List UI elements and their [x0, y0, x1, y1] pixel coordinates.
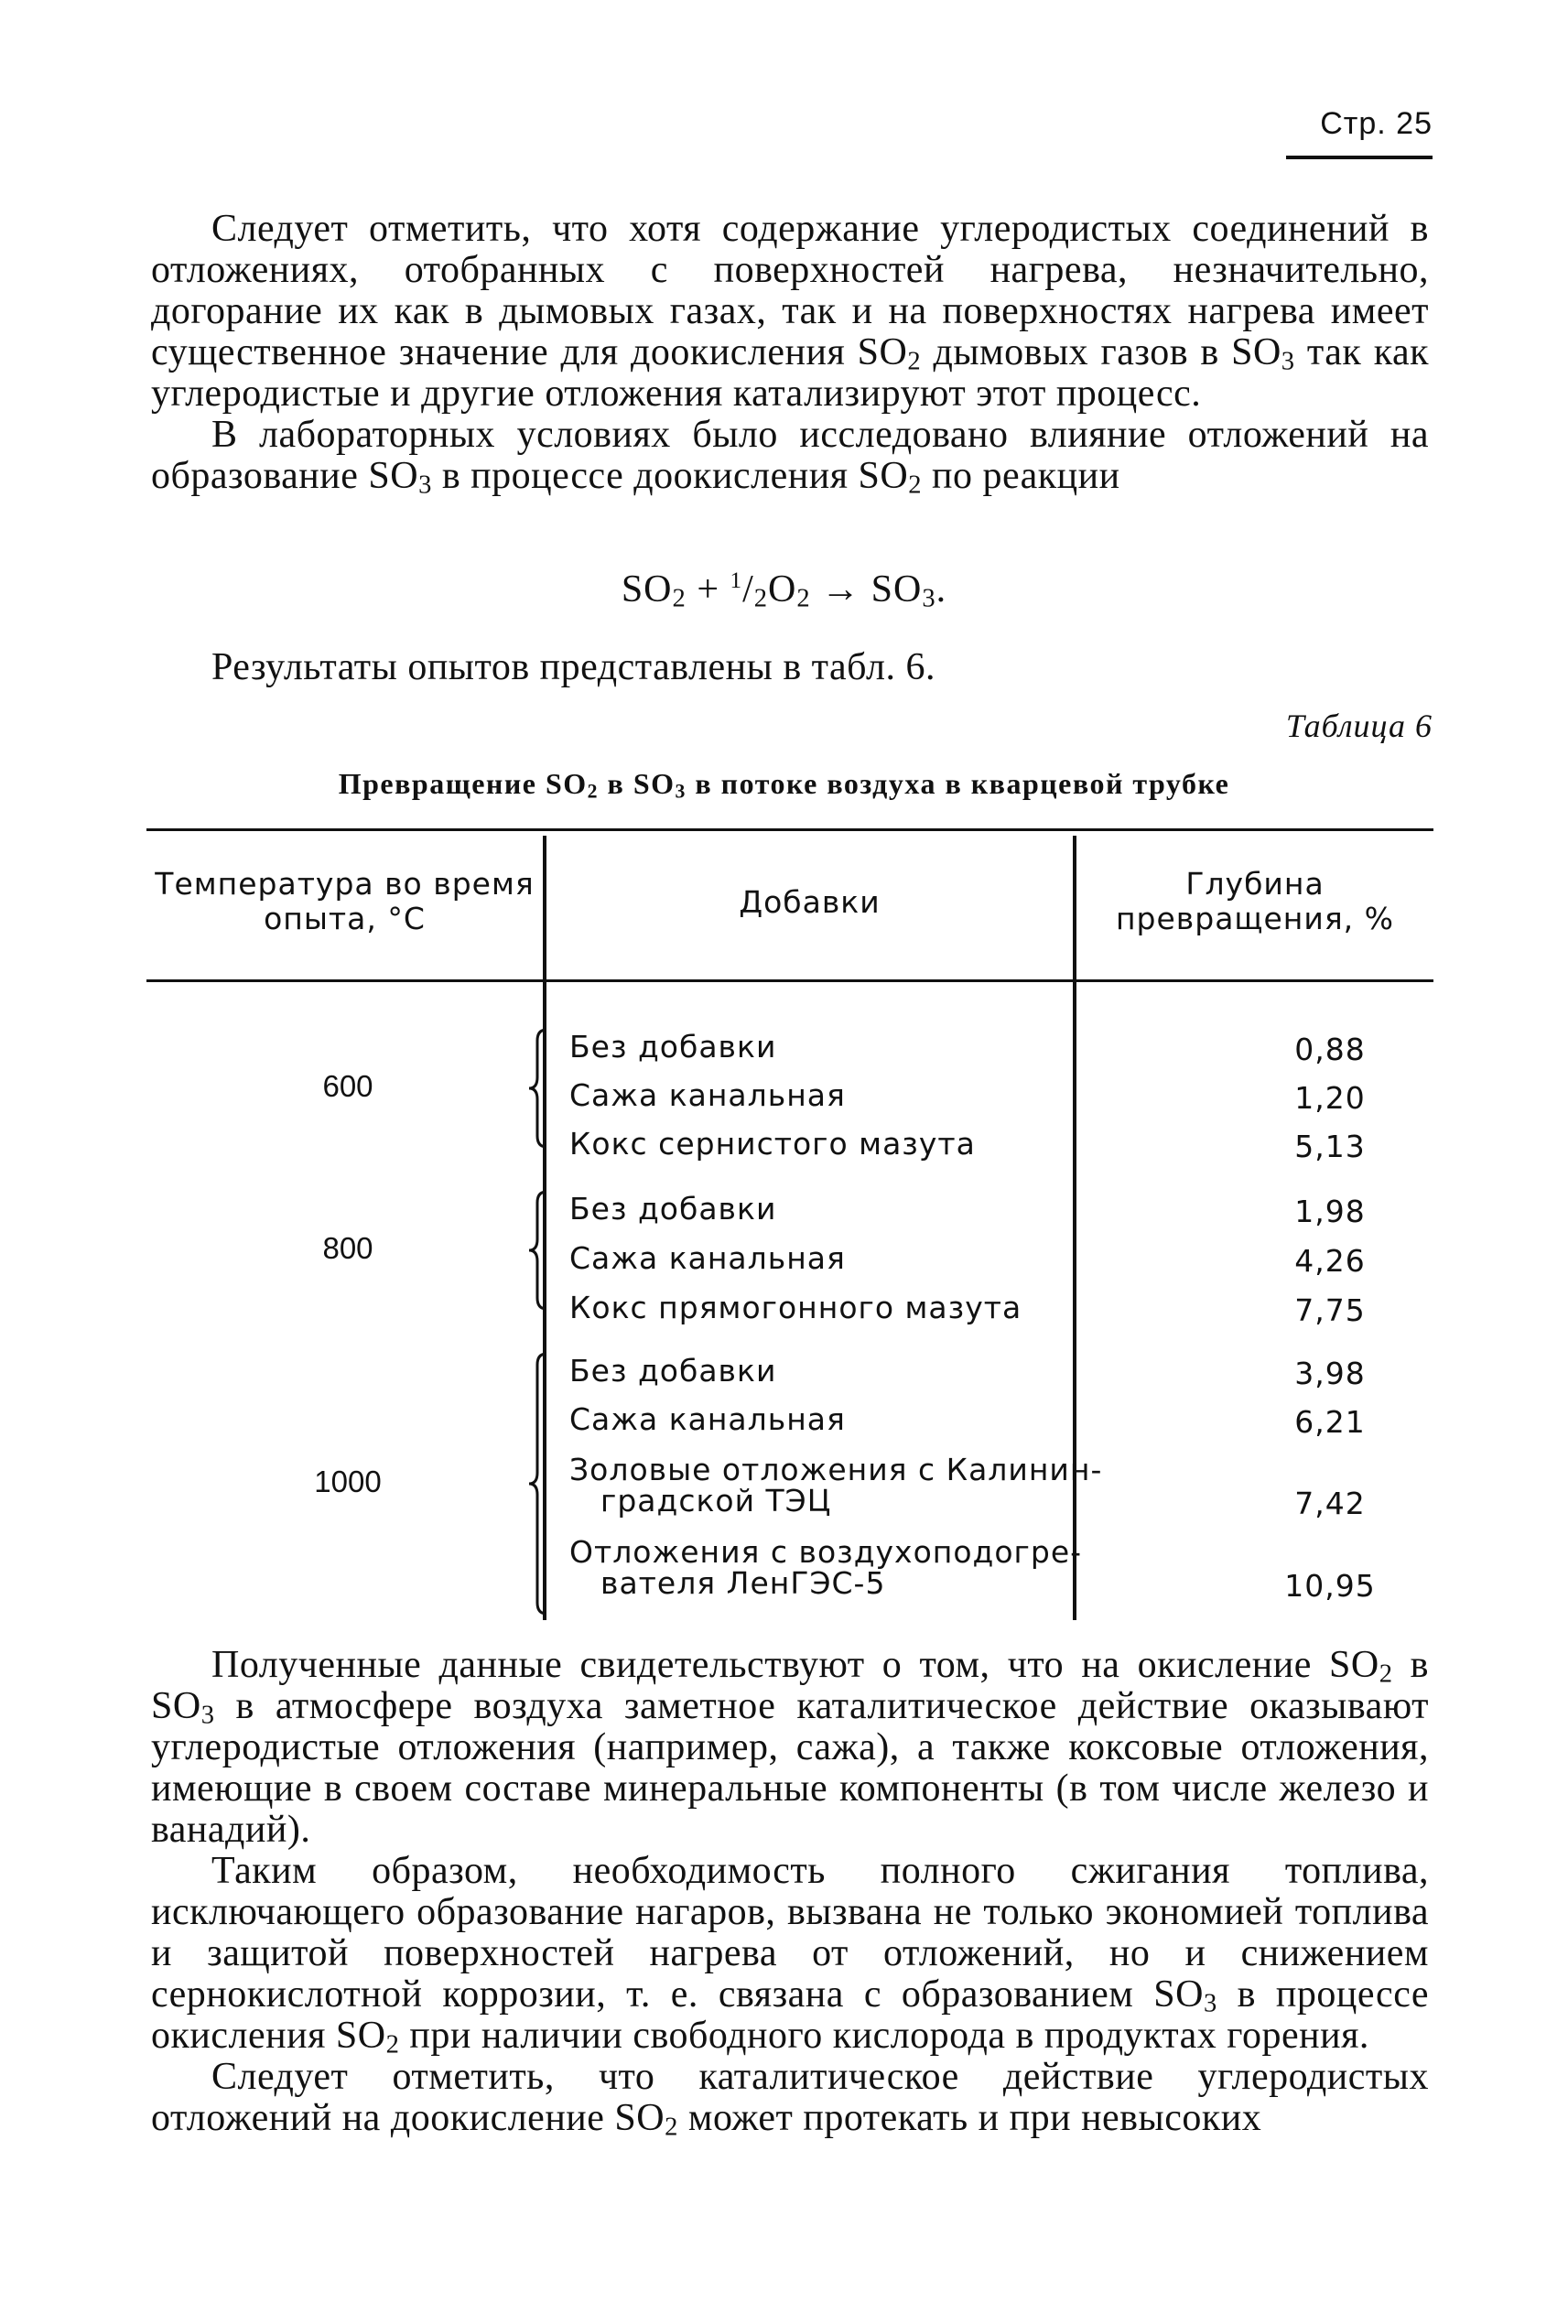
page-number-rule: [1286, 156, 1433, 159]
temperature-600: 600: [322, 1069, 373, 1103]
intro-paragraph-1: Следует отметить, что хотя содержание углеродистых соединений в отложениях, отобранных с поверхностей нагрева, незначительно, догорание их как в дымовых газах, так и на поверхностях нагрева имеет существенное значение для доокисления $SO_2$ дымовых газов в $SO_3$ так как углеродистые и другие отложения катализируют этот процесс.: [151, 208, 1430, 415]
group-brace: [526, 1190, 550, 1311]
conclusion-text: [151, 1644, 1429, 2142]
conclusion-paragraph-3: Следует отметить, что каталитическое действие углеродистых отложений на доокисление $SO_2$ может протекать и при невысоких: [151, 2056, 1429, 2142]
intro-paragraph-2: В лабораторных условиях было исследовано влияние отложений на образование $SO_3$ в процессе доокисления $SO_2$ по реакции: [151, 414, 1429, 500]
table-header-rule: [146, 979, 1433, 982]
additive-row: Сажа канальная: [569, 1240, 846, 1276]
additive-row: [569, 1534, 1210, 1601]
results-line: Результаты опытов представлены в табл. 6.: [211, 646, 935, 688]
additive-line: градской ТЭЦ: [600, 1483, 832, 1519]
additive-row: Кокс сернистого мазута: [569, 1126, 976, 1162]
page-number: Стр. 25: [1320, 106, 1433, 141]
depth-value: 1,20: [1294, 1080, 1366, 1116]
table-top-rule: [146, 828, 1433, 831]
header-depth: Глубина превращения, %: [1115, 866, 1395, 936]
depth-value: 6,21: [1294, 1404, 1366, 1440]
header-temperature: Температура во время опыта, °С: [155, 866, 535, 936]
additive-row: [569, 1454, 1210, 1517]
additive-line: Золовые отложения с Калинин-: [569, 1452, 1103, 1487]
additive-line: Отложения с воздухоподогре-: [569, 1534, 1083, 1570]
conclusion-paragraph-2: Таким образом, необходимость полного сжигания топлива, исключающего образование нагаров, вызвана не только экономией топлива и защитой поверхностей нагрева от отложений, но и снижением сернокислотной коррозии, т. е. связана с образованием $SO_3$ в процессе окисления $SO_2$ при наличии свободного кислорода в продуктах горения.: [151, 1850, 1429, 2059]
additive-row: Без добавки: [569, 1191, 777, 1227]
header-additives: Добавки: [739, 884, 881, 920]
depth-value: 0,88: [1294, 1032, 1366, 1067]
temperature-1000: 1000: [314, 1465, 382, 1498]
reaction-equation: $SO_2 + ^1/_2O_2 \to SO_3$.: [621, 568, 947, 613]
additive-row: Сажа канальная: [569, 1077, 846, 1113]
additive-row: Кокс прямогонного мазута: [569, 1290, 1022, 1325]
depth-value: 10,95: [1284, 1568, 1376, 1604]
depth-value: 7,75: [1294, 1292, 1366, 1328]
additive-row: Сажа канальная: [569, 1401, 846, 1437]
conclusion-paragraph-1: Полученные данные свидетельствуют о том, что на окисление $SO_2$ в $SO_3$ в атмосфере воздуха заметное каталитическое действие оказывают углеродистые отложения (например, сажа), а также коксовые отложения, имеющие в своем составе минеральные компоненты (в том числе железо и ванадий).: [151, 1644, 1429, 1851]
additive-row: Без добавки: [569, 1029, 777, 1065]
depth-value: 7,42: [1294, 1486, 1366, 1521]
group-brace: [526, 1352, 550, 1616]
table-label: Таблица 6: [1285, 708, 1433, 744]
table-title: Превращение $SO_2$ в $SO_3$ в потоке воздуха в кварцевой трубке: [338, 767, 1230, 803]
additive-line: вателя ЛенГЭС-5: [600, 1565, 886, 1601]
depth-value: 3,98: [1294, 1356, 1366, 1391]
conversion-table: [146, 828, 1433, 1620]
depth-value: 4,26: [1294, 1243, 1366, 1279]
additive-row: Без добавки: [569, 1353, 777, 1389]
depth-value: 1,98: [1294, 1194, 1366, 1229]
intro-text: [151, 208, 1430, 500]
depth-value: 5,13: [1294, 1129, 1366, 1164]
group-brace: [526, 1028, 550, 1149]
temperature-800: 800: [322, 1231, 373, 1265]
